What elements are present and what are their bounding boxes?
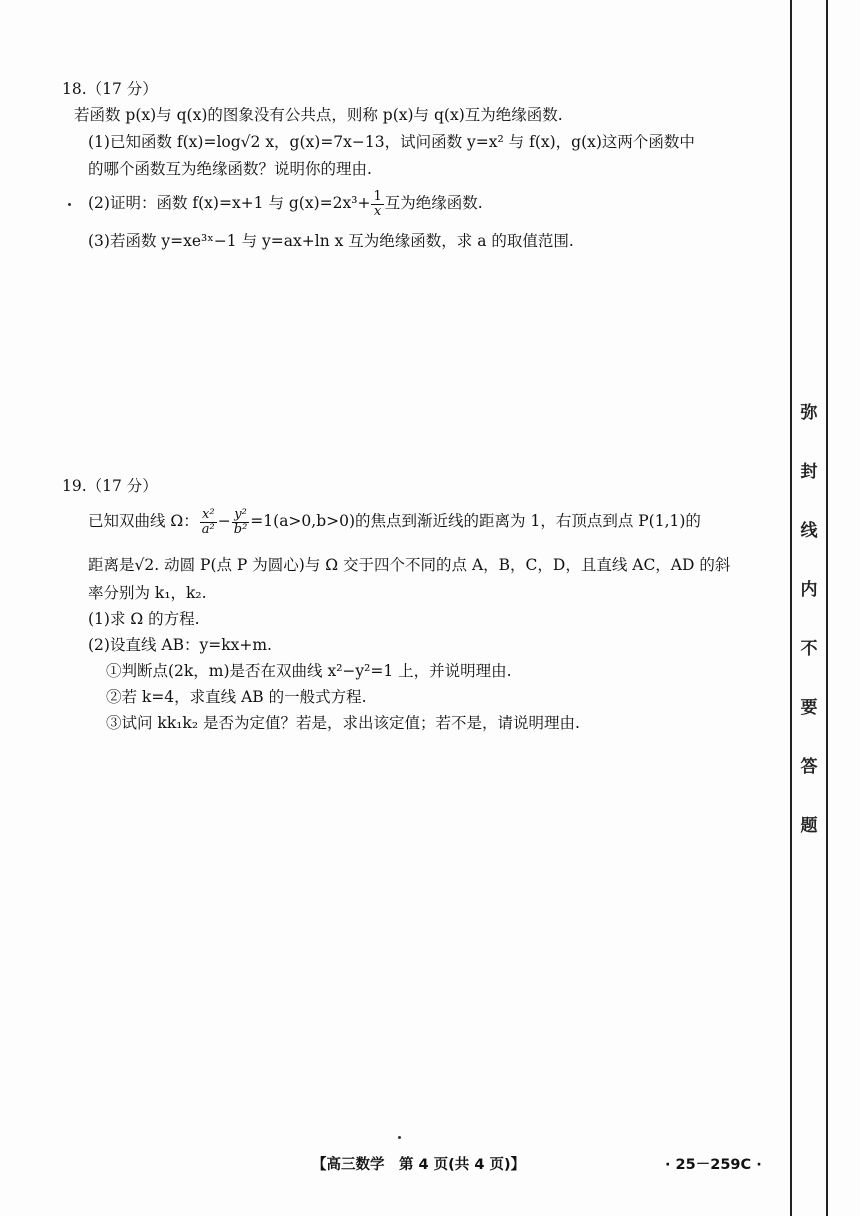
fraction-denominator: a²	[201, 521, 215, 537]
seal-char: 内	[800, 580, 818, 600]
seal-char: 题	[800, 816, 818, 836]
print-dot	[68, 203, 71, 206]
fraction-numerator: x²	[201, 507, 215, 522]
q19-part1: (1)求 Ω 的方程.	[88, 610, 200, 628]
fraction-1-over-x	[371, 190, 383, 218]
q18-part2	[88, 190, 483, 218]
q19-sub3: ③试问 kk₁k₂ 是否为定值？若是，求出该定值；若不是，请说明理由.	[106, 714, 580, 732]
footer-page-label: 【高三数学 第 4 页(共 4 页)】	[312, 1157, 526, 1173]
binding-line-inner	[790, 0, 792, 1216]
q18-intro: 若函数 p(x)与 q(x)的图象没有公共点，则称 p(x)与 q(x)互为绝缘函数.	[74, 106, 563, 124]
seal-char: 弥	[800, 403, 818, 423]
q19-line1-text-b: =1(a>0,b>0)的焦点到渐近线的距离为 1，右顶点到点 P(1,1)的	[250, 512, 701, 531]
q19-title: 19.（17 分）	[62, 477, 158, 495]
footer-code: · 25－259C ·	[665, 1157, 762, 1173]
fraction-x2-over-a2	[200, 508, 217, 536]
fraction-numerator: y²	[234, 507, 247, 522]
seal-char: 不	[800, 639, 818, 659]
q19-part2: (2)设直线 AB：y=kx+m.	[88, 636, 272, 654]
fraction-denominator: b²	[233, 521, 248, 537]
q18-title: 18.（17 分）	[62, 80, 158, 98]
seal-char: 线	[800, 521, 818, 541]
binding-line-outer	[826, 0, 828, 1216]
seal-char: 封	[800, 462, 818, 482]
q19-sub1: ①判断点(2k，m)是否在双曲线 x²−y²=1 上，并说明理由.	[106, 662, 512, 680]
seal-char: 要	[800, 698, 818, 718]
q18-part3: (3)若函数 y=xe³ˣ−1 与 y=ax+ln x 互为绝缘函数，求 a 的取值范围.	[88, 232, 574, 250]
seal-line-notice	[796, 405, 822, 835]
q18-part1-line1: (1)已知函数 f(x)=log√2 x，g(x)=7x−13，试问函数 y=x² 与 f(x)，g(x)这两个函数中	[88, 133, 695, 151]
fraction-y2-over-b2	[232, 508, 250, 536]
q19-sub2: ②若 k=4，求直线 AB 的一般式方程.	[106, 688, 367, 706]
q18-part2-text-b: 互为绝缘函数.	[384, 194, 483, 213]
print-dot	[398, 1136, 401, 1139]
q18-part2-text-a: (2)证明：函数 f(x)=x+1 与 g(x)=2x³+	[88, 194, 371, 213]
fraction-denominator: x	[373, 203, 382, 219]
q18-part1-line2: 的哪个函数互为绝缘函数？说明你的理由.	[88, 160, 372, 178]
minus-sign: −	[217, 512, 231, 531]
q19-line1-text-a: 已知双曲线 Ω：	[88, 512, 199, 531]
q19-line2: 距离是√2. 动圆 P(点 P 为圆心)与 Ω 交于四个不同的点 A，B，C，D，且直线 AC，AD 的斜	[88, 556, 731, 574]
seal-char: 答	[800, 757, 818, 777]
q19-line3: 率分别为 k₁，k₂.	[88, 584, 207, 602]
fraction-numerator: 1	[373, 189, 382, 204]
q19-line1	[88, 508, 701, 536]
